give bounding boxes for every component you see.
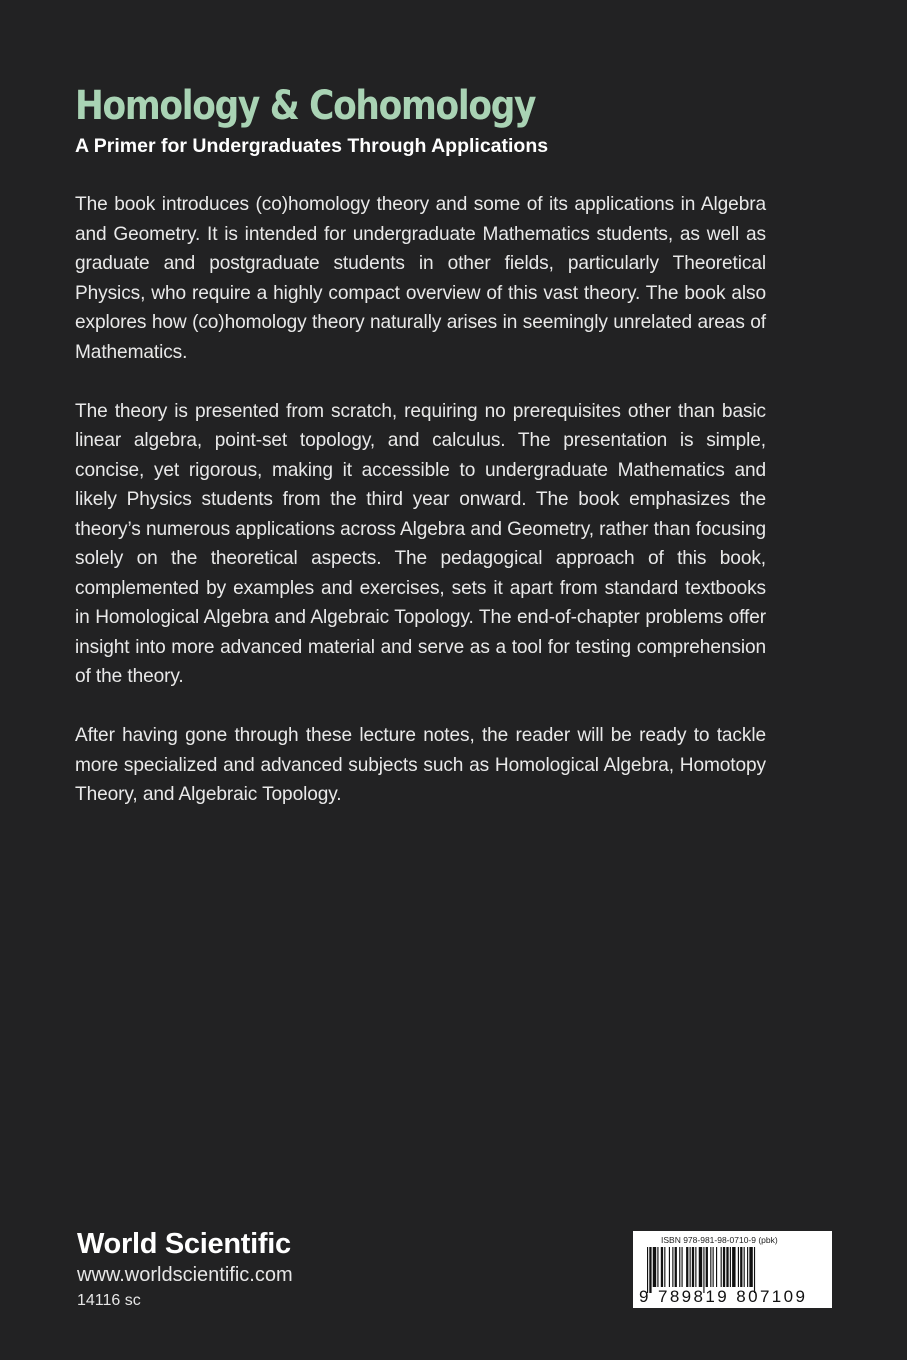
barcode-bar: [726, 1247, 728, 1287]
barcode-bar: [661, 1247, 663, 1287]
barcode-bar: [653, 1247, 656, 1287]
barcode-bar: [738, 1247, 739, 1287]
barcode-bar: [699, 1247, 702, 1287]
publisher-block: [77, 1226, 293, 1312]
blurb-paragraph-3: After having gone through these lecture notes, the reader will be ready to tackle more specialized and advanced subjects such as Homological Algebra, Homotopy Theory, and Algebraic Topology.: [75, 725, 766, 805]
barcode-bar: [679, 1247, 680, 1287]
barcode-bar: [669, 1247, 670, 1287]
publisher-url[interactable]: www.worldscientific.com: [77, 1264, 293, 1286]
barcode-bar: [716, 1247, 717, 1287]
barcode-bar: [721, 1247, 722, 1287]
barcode-bar: [747, 1247, 748, 1287]
barcode-digits: 9 789819 807109: [639, 1287, 808, 1306]
blurb-paragraph-1: The book introduces (co)homology theory and some of its applications in Algebra and Geometry. It is intended for undergraduate Mathematics students, as well as graduate and postgraduate students in other fields, particularly Theoretical Physics, who require a highly compact overview of this vast theory. The book also explores how (co)homology theory naturally arises in seemingly unrelated areas of Mathematics.: [75, 194, 766, 363]
blurb-paragraph-2: The theory is presented from scratch, requiring no prerequisites other than basic linear algebra, point-set topology, and calculus. The presentation is simple, concise, yet rigorous, making it accessible to undergraduate Mathematics and likely Physics students from the third year onward. The book emphasizes the theory’s numerous applications across Algebra and Geometry, rather than focusing solely on the theoretical aspects. The pedagogical approach of this book, complemented by examples and exercises, sets it apart from standard textbooks in Homological Algebra and Algebraic Topology. The end-of-chapter problems offer insight into more advanced material and serve as a tool for testing comprehension of the theory.: [75, 400, 766, 687]
blurb: [75, 190, 766, 839]
barcode-bar: [713, 1247, 714, 1287]
barcode-bar: [657, 1247, 658, 1287]
publisher-name: World Scientific: [77, 1228, 291, 1260]
book-title: Homology & Cohomology: [75, 83, 536, 129]
barcode-bar: [692, 1247, 694, 1287]
barcode-bar: [732, 1247, 735, 1287]
barcode-bar: [675, 1247, 677, 1287]
barcode-bar: [672, 1247, 673, 1287]
barcode-bar: [706, 1247, 708, 1287]
barcode-bar: [664, 1247, 665, 1287]
barcode-bar: [695, 1247, 696, 1287]
publisher-code: 14116 sc: [77, 1292, 141, 1309]
book-subtitle: A Primer for Undergraduates Through Applications: [75, 135, 549, 157]
barcode-bar: [710, 1247, 711, 1287]
barcode-bar: [690, 1247, 691, 1287]
isbn-barcode: [633, 1231, 832, 1308]
barcode-bar: [740, 1247, 742, 1287]
barcode-bar: [749, 1247, 752, 1287]
barcode-bar: [686, 1247, 688, 1287]
barcode-bar: [744, 1247, 745, 1287]
barcode-bar: [682, 1247, 683, 1287]
barcode-bar: [723, 1247, 725, 1287]
barcode-bar: [730, 1247, 731, 1287]
isbn-label: ISBN 978-981-98-0710-9 (pbk): [661, 1235, 778, 1245]
